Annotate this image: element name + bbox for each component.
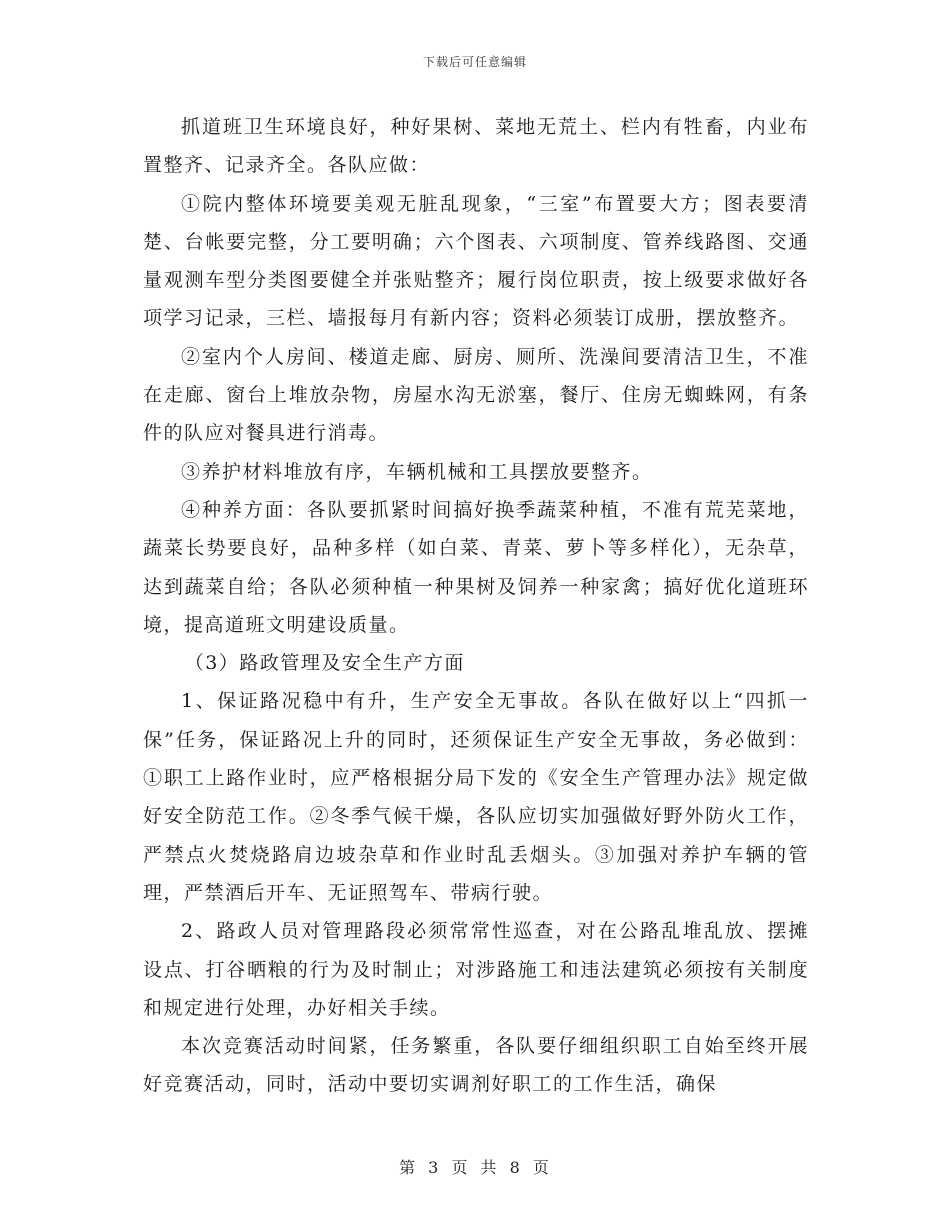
page-number: 第 3 页 共 8 页 [399, 1158, 551, 1177]
paragraph-road-safety-1: 1、保证路况稳中有升，生产安全无事故。各队在做好以上“四抓一保”任务，保证路况上升的同时，还须保证生产安全无事故，务必做到：①职工上路作业时，应严格根据分局下发的《安全生产管理办法》规定做好安全防范工作。②冬季气候干燥，各队应切实加强做好野外防火工作，严禁点火焚烧路肩边坡杂草和作业时乱丢烟头。③加强对养护车辆的管理，严禁酒后开车、无证照驾车、带病行驶。 [143, 690, 809, 904]
paragraph-item-4: ④种养方面：各队要抓紧时间搞好换季蔬菜种植，不准有荒芜菜地，蔬菜长势要良好，品种多样（如白菜、青菜、萝卜等多样化），无杂草，达到蔬菜自给；各队必须种植一种果树及饲养一种家禽；搞好优化道班环境，提高道班文明建设质量。 [143, 498, 809, 636]
paragraph-road-safety-2: 2、路政人员对管理路段必须常常性巡查，对在公路乱堆乱放、摆摊设点、打谷晒粮的行为及时制止；对涉路施工和违法建筑必须按有关制度和规定进行处理，办好相关手续。 [143, 920, 809, 1019]
document-body [143, 108, 809, 1104]
paragraph-item-2: ②室内个人房间、楼道走廊、厨房、厕所、洗澡间要清洁卫生，不准在走廊、窗台上堆放杂物，房屋水沟无淤塞，餐厅、住房无蜘蛛网，有条件的队应对餐具进行消毒。 [143, 345, 809, 445]
paragraph-closing: 本次竞赛活动时间紧，任务繁重，各队要仔细组织职工自始至终开展好竞赛活动，同时，活动中要切实调剂好职工的工作生活，确保 [143, 1035, 809, 1096]
paragraph-item-1: ①院内整体环境要美观无脏乱现象，“三室”布置要大方；图表要清楚、台帐要完整，分工要明确；六个图表、六项制度、管养线路图、交通量观测车型分类图要健全并张贴整齐；履行岗位职责，按上级要求做好各项学习记录，三栏、墙报每月有新内容；资料必须装订成册，摆放整齐。 [143, 192, 809, 330]
paragraph-intro: 抓道班卫生环境良好，种好果树、菜地无荒土、栏内有牲畜，内业布置整齐、记录齐全。各队应做： [143, 116, 809, 177]
section-heading: （3）路政管理及安全生产方面 [184, 652, 465, 675]
paragraph-item-3: ③养护材料堆放有序，车辆机械和工具摆放要整齐。 [181, 460, 653, 483]
page-header: 下载后可任意编辑 [422, 55, 527, 69]
